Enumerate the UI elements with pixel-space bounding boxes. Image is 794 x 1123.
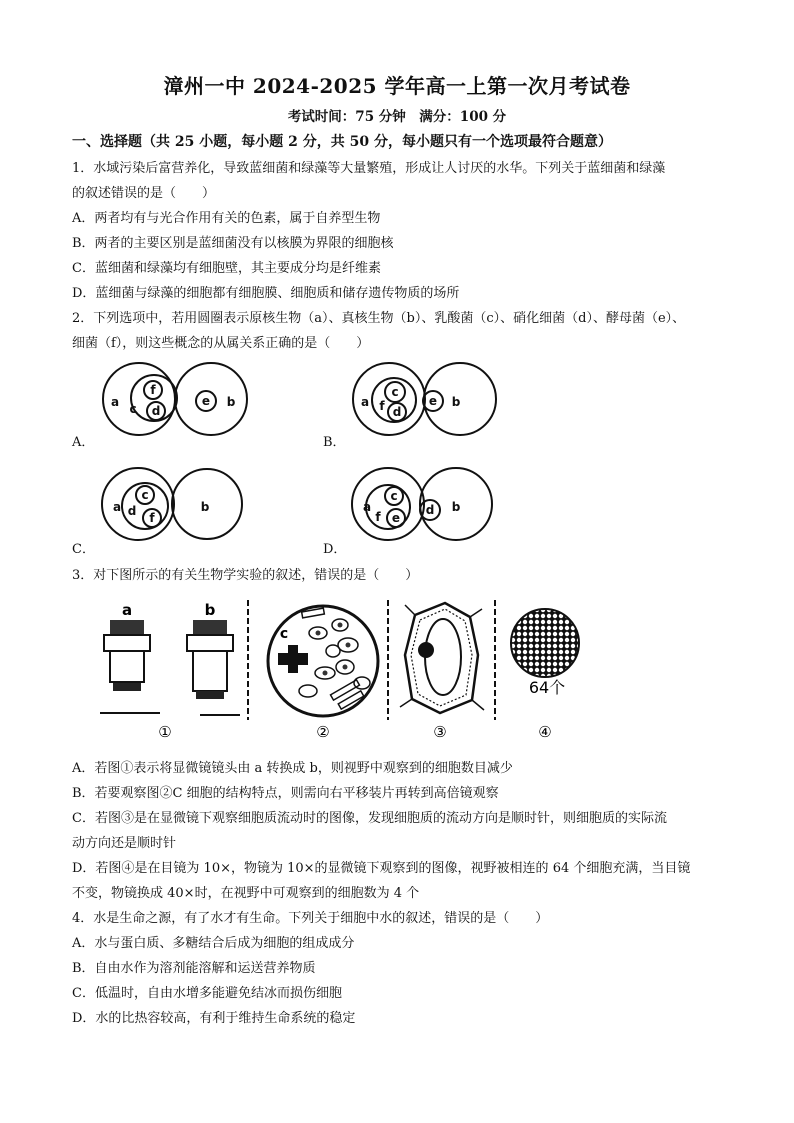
venn-label-f: f	[379, 399, 385, 413]
venn-label-b: b	[451, 395, 461, 409]
venn-label-c: c	[141, 488, 149, 502]
q3-option-c-line1: C．若图③是在显微镜下观察细胞质流动时的图像，发现细胞质的流动方向是顺时针，则细胞质的实际流	[72, 811, 667, 826]
q2-label-b: B．	[323, 435, 346, 450]
cell-label-c: c	[279, 626, 289, 642]
venn-label-d: d	[425, 503, 435, 517]
venn-label-c: c	[390, 489, 398, 503]
q2-stem-line1: 2．下列选项中，若用圆圈表示原核生物（a）、真核生物（b）、乳酸菌（c）、硝化细菌（d）、酵母菌（e）、	[72, 311, 686, 326]
venn-label-b: b	[451, 500, 461, 514]
figure-number-3: ③	[433, 723, 447, 741]
venn-label-d: d	[392, 405, 402, 419]
q1-stem-line1: 1．水域污染后富营养化，导致蓝细菌和绿藻等大量繁殖，形成让人讨厌的水华。下列关于蓝细菌和绿藻	[72, 161, 666, 176]
venn-label-b: b	[226, 395, 236, 409]
venn-label-f: f	[149, 511, 155, 525]
q3-stem: 3．对下图所示的有关生物学实验的叙述，错误的是（ ）	[72, 568, 419, 583]
venn-label-a: a	[360, 395, 370, 409]
venn-label-d: d	[127, 504, 137, 518]
q1-option-b: B．两者的主要区别是蓝细菌没有以核膜为界限的细胞核	[72, 236, 394, 251]
venn-diagram-b	[350, 358, 510, 440]
venn-label-b: b	[200, 500, 210, 514]
venn-diagram-c	[100, 463, 260, 545]
venn-label-e: e	[201, 394, 211, 408]
lens-label-b: b	[204, 601, 216, 619]
q3-option-d-line2: 不变，物镜换成 40×时，在视野中可观察到的细胞数为 4 个	[72, 886, 420, 901]
venn-label-a: a	[110, 395, 120, 409]
q2-label-c: C．	[72, 542, 95, 557]
figure-number-2: ②	[316, 723, 330, 741]
lens-label-a: a	[121, 601, 133, 619]
exam-subtitle: 考试时间：75 分钟 满分：100 分	[287, 109, 507, 125]
q1-option-a: A．两者均有与光合作用有关的色素，属于自养型生物	[72, 211, 381, 226]
q3-option-a: A．若图①表示将显微镜镜头由 a 转换成 b，则视野中观察到的细胞数目减少	[72, 761, 513, 776]
figure-number-1: ①	[158, 723, 172, 741]
venn-diagram-d	[350, 463, 510, 545]
venn-diagram-a	[100, 358, 260, 440]
q1-stem-line2: 的叙述错误的是（ ）	[72, 186, 216, 201]
q3-option-c-line2: 动方向还是顺时针	[72, 836, 177, 851]
q4-option-c: C．低温时，自由水增多能避免结冰而损伤细胞	[72, 986, 342, 1001]
figure-number-4: ④	[538, 723, 552, 741]
q2-label-a: A．	[72, 435, 95, 450]
venn-label-f: f	[375, 510, 381, 524]
q4-option-d: D．水的比热容较高，有利于维持生命系统的稳定	[72, 1011, 356, 1026]
q2-label-d: D．	[323, 542, 347, 557]
cell-count-label: 64个	[528, 678, 566, 697]
q2-stem-line2: 细菌（f），则这些概念的从属关系正确的是（ ）	[72, 336, 370, 351]
q1-option-c: C．蓝细菌和绿藻均有细胞壁，其主要成分均是纤维素	[72, 261, 381, 276]
venn-label-d: d	[151, 404, 161, 418]
q4-option-a: A．水与蛋白质、多糖结合后成为细胞的组成成分	[72, 936, 355, 951]
microscope-figure	[90, 595, 600, 745]
q3-option-d-line1: D．若图④是在目镜为 10×，物镜为 10×的显微镜下观察到的图像，视野被相连的 64 个细胞充满，当目镜	[72, 861, 691, 876]
venn-label-e: e	[428, 394, 438, 408]
section-heading: 一、选择题（共 25 小题，每小题 2 分，共 50 分，每小题只有一个选项最符合题意）	[72, 134, 612, 150]
exam-title: 漳州一中 2024-2025 学年高一上第一次月考试卷	[163, 74, 631, 98]
q4-option-b: B．自由水作为溶剂能溶解和运送营养物质	[72, 961, 316, 976]
q4-stem: 4．水是生命之源，有了水才有生命。下列关于细胞中水的叙述，错误的是（ ）	[72, 911, 549, 926]
venn-label-a: a	[362, 500, 372, 514]
venn-label-c: c	[129, 402, 137, 416]
venn-label-a: a	[112, 500, 122, 514]
venn-label-e: e	[391, 511, 401, 525]
q3-option-b: B．若要观察图②C 细胞的结构特点，则需向右平移装片再转到高倍镜观察	[72, 786, 499, 801]
venn-label-f: f	[150, 383, 156, 397]
q1-option-d: D．蓝细菌与绿藻的细胞都有细胞膜、细胞质和储存遗传物质的场所	[72, 286, 460, 301]
venn-label-c: c	[391, 385, 399, 399]
